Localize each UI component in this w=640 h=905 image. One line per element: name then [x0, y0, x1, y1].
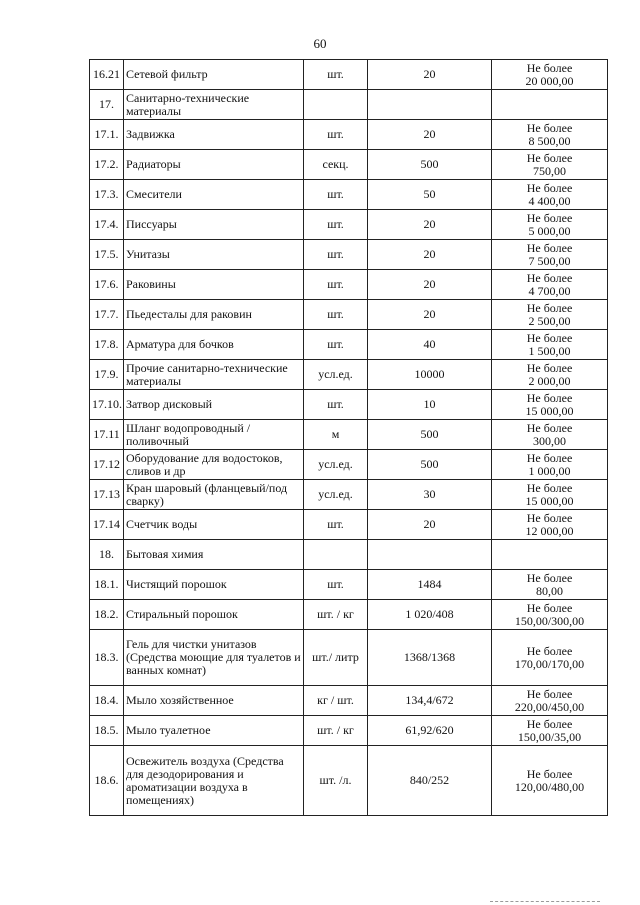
item-name: Арматура для бочков: [124, 330, 304, 360]
price-value: 2 500,00: [528, 313, 571, 328]
item-name: Пьедесталы для раковин: [124, 300, 304, 330]
price-label: Не более: [526, 150, 573, 165]
item-max-price: [492, 90, 608, 120]
price-value: 5 000,00: [528, 223, 571, 238]
item-name: Шланг водопроводный /поливочный: [124, 420, 304, 450]
table-row: [90, 90, 608, 120]
price-label: Не более: [526, 330, 573, 345]
item-name: Кран шаровый (фланцевый/под сварку): [124, 480, 304, 510]
price-value: 20 000,00: [525, 73, 574, 88]
item-number: 17.10.: [90, 390, 124, 420]
item-number: 17.4.: [90, 210, 124, 240]
price-value: 15 000,00: [525, 403, 574, 418]
item-name: Счетчик воды: [124, 510, 304, 540]
item-quantity: 500: [368, 450, 492, 480]
item-name: Радиаторы: [124, 150, 304, 180]
item-quantity: [368, 540, 492, 570]
page-number: 60: [313, 36, 327, 51]
price-label: Не более: [526, 420, 573, 435]
item-quantity: 10: [368, 390, 492, 420]
item-unit: шт.: [304, 210, 368, 240]
price-label: Не более: [526, 180, 573, 195]
item-number: 18.6.: [90, 746, 124, 816]
price-label: Не более: [526, 210, 573, 225]
price-value: 2 000,00: [528, 373, 571, 388]
price-value: 750,00: [533, 163, 566, 178]
item-max-price: [492, 420, 608, 450]
item-number: 17.: [90, 90, 124, 120]
item-name: Писсуары: [124, 210, 304, 240]
item-number: 17.2.: [90, 150, 124, 180]
price-value: 1 000,00: [528, 463, 571, 478]
table-row: [90, 480, 608, 510]
item-unit: шт./ литр: [304, 630, 368, 686]
item-quantity: 20: [368, 510, 492, 540]
price-value: 1 500,00: [528, 343, 571, 358]
item-max-price: [492, 716, 608, 746]
price-label: Не более: [526, 643, 573, 658]
table-row: [90, 60, 608, 90]
item-quantity: 61,92/620: [368, 716, 492, 746]
item-quantity: 40: [368, 330, 492, 360]
item-unit: кг / шт.: [304, 686, 368, 716]
item-number: 18.3.: [90, 630, 124, 686]
item-unit: [304, 90, 368, 120]
item-quantity: 10000: [368, 360, 492, 390]
table-row: [90, 686, 608, 716]
item-number: 17.9.: [90, 360, 124, 390]
item-name: Раковины: [124, 270, 304, 300]
item-name: Задвижка: [124, 120, 304, 150]
price-value: 150,00/35,00: [517, 729, 582, 744]
table-row: [90, 746, 608, 816]
item-unit: усл.ед.: [304, 450, 368, 480]
item-name: Чистящий порошок: [124, 570, 304, 600]
item-number: 17.12: [90, 450, 124, 480]
item-number: 17.8.: [90, 330, 124, 360]
table-row: [90, 390, 608, 420]
price-value: 12 000,00: [525, 523, 574, 538]
price-label: Не более: [526, 510, 573, 525]
price-value: 4 400,00: [528, 193, 571, 208]
table-row: [90, 600, 608, 630]
item-quantity: 1368/1368: [368, 630, 492, 686]
price-value: 170,00/170,00: [514, 656, 585, 671]
item-number: 17.14: [90, 510, 124, 540]
item-name: Мыло хозяйственное: [124, 686, 304, 716]
item-name: Унитазы: [124, 240, 304, 270]
item-max-price: [492, 270, 608, 300]
price-label: Не более: [526, 716, 573, 731]
item-quantity: 840/252: [368, 746, 492, 816]
table-row: [90, 450, 608, 480]
item-quantity: 500: [368, 420, 492, 450]
item-max-price: [492, 510, 608, 540]
item-quantity: 20: [368, 60, 492, 90]
table-row: [90, 180, 608, 210]
price-label: Не более: [526, 390, 573, 405]
table-row: [90, 120, 608, 150]
item-number: 16.21: [90, 60, 124, 90]
item-number: 18.5.: [90, 716, 124, 746]
price-label: Не более: [526, 766, 573, 781]
item-unit: шт.: [304, 570, 368, 600]
item-quantity: 50: [368, 180, 492, 210]
table-row: [90, 630, 608, 686]
item-name: Освежитель воздуха (Средства для дезодорирования и ароматизации воздуха в помещениях): [124, 746, 304, 816]
item-max-price: [492, 746, 608, 816]
table-row: [90, 270, 608, 300]
item-number: 17.5.: [90, 240, 124, 270]
bottom-edge-mark: [490, 901, 600, 903]
item-unit: шт. / кг: [304, 600, 368, 630]
table-row: [90, 360, 608, 390]
item-quantity: [368, 90, 492, 120]
table-row: [90, 570, 608, 600]
item-unit: шт.: [304, 390, 368, 420]
table-row: [90, 540, 608, 570]
item-max-price: [492, 450, 608, 480]
price-label: Не более: [526, 300, 573, 315]
item-unit: шт.: [304, 240, 368, 270]
item-unit: шт.: [304, 510, 368, 540]
table-row: [90, 330, 608, 360]
price-value: 220,00/450,00: [514, 699, 585, 714]
item-name: Стиральный порошок: [124, 600, 304, 630]
table-body: [90, 60, 608, 816]
item-quantity: 20: [368, 240, 492, 270]
item-unit: секц.: [304, 150, 368, 180]
item-name: Оборудование для водостоков, сливов и др: [124, 450, 304, 480]
item-number: 17.13: [90, 480, 124, 510]
item-quantity: 30: [368, 480, 492, 510]
price-value: 300,00: [533, 433, 566, 448]
item-unit: шт.: [304, 120, 368, 150]
item-max-price: [492, 360, 608, 390]
price-value: 120,00/480,00: [514, 779, 585, 794]
item-unit: шт.: [304, 60, 368, 90]
price-label: Не более: [526, 120, 573, 135]
table-row: [90, 210, 608, 240]
item-number: 17.7.: [90, 300, 124, 330]
item-max-price: [492, 540, 608, 570]
price-value: 4 700,00: [528, 283, 571, 298]
price-label: Не более: [526, 60, 573, 75]
item-unit: шт.: [304, 270, 368, 300]
price-value: 80,00: [536, 583, 563, 598]
item-max-price: [492, 180, 608, 210]
item-quantity: 20: [368, 270, 492, 300]
item-max-price: [492, 330, 608, 360]
item-unit: шт. / кг: [304, 716, 368, 746]
item-number: 17.3.: [90, 180, 124, 210]
item-quantity: 1484: [368, 570, 492, 600]
price-value: 8 500,00: [528, 133, 571, 148]
item-max-price: [492, 300, 608, 330]
table-row: [90, 510, 608, 540]
table-row: [90, 716, 608, 746]
item-max-price: [492, 210, 608, 240]
price-label: Не более: [526, 570, 573, 585]
price-value: 15 000,00: [525, 493, 574, 508]
item-name: Затвор дисковый: [124, 390, 304, 420]
price-label: Не более: [526, 240, 573, 255]
item-number: 17.1.: [90, 120, 124, 150]
item-max-price: [492, 686, 608, 716]
item-max-price: [492, 480, 608, 510]
price-value: 150,00/300,00: [514, 613, 585, 628]
item-max-price: [492, 240, 608, 270]
item-name: Мыло туалетное: [124, 716, 304, 746]
item-max-price: [492, 120, 608, 150]
price-label: Не более: [526, 686, 573, 701]
item-quantity: 1 020/408: [368, 600, 492, 630]
item-quantity: 20: [368, 120, 492, 150]
table-row: [90, 240, 608, 270]
price-label: Не более: [526, 360, 573, 375]
specification-table: [89, 59, 608, 816]
item-number: 18.2.: [90, 600, 124, 630]
item-name: Бытовая химия: [124, 540, 304, 570]
table-row: [90, 300, 608, 330]
price-value: 7 500,00: [528, 253, 571, 268]
item-quantity: 134,4/672: [368, 686, 492, 716]
item-number: 18.: [90, 540, 124, 570]
table-row: [90, 420, 608, 450]
item-quantity: 500: [368, 150, 492, 180]
item-max-price: [492, 600, 608, 630]
price-label: Не более: [526, 270, 573, 285]
item-unit: шт. /л.: [304, 746, 368, 816]
item-unit: шт.: [304, 180, 368, 210]
item-quantity: 20: [368, 300, 492, 330]
price-label: Не более: [526, 450, 573, 465]
price-label: Не более: [526, 600, 573, 615]
item-unit: м: [304, 420, 368, 450]
item-name: Прочие санитарно-технические материалы: [124, 360, 304, 390]
item-name: Сетевой фильтр: [124, 60, 304, 90]
price-label: Не более: [526, 480, 573, 495]
item-max-price: [492, 390, 608, 420]
item-unit: [304, 540, 368, 570]
item-unit: шт.: [304, 330, 368, 360]
item-number: 18.1.: [90, 570, 124, 600]
item-unit: усл.ед.: [304, 360, 368, 390]
item-max-price: [492, 630, 608, 686]
item-name: Гель для чистки унитазов (Средства моющие для туалетов и ванных комнат): [124, 630, 304, 686]
item-max-price: [492, 570, 608, 600]
table-row: [90, 150, 608, 180]
item-quantity: 20: [368, 210, 492, 240]
item-unit: шт.: [304, 300, 368, 330]
item-number: 17.6.: [90, 270, 124, 300]
item-number: 17.11: [90, 420, 124, 450]
item-unit: усл.ед.: [304, 480, 368, 510]
item-max-price: [492, 150, 608, 180]
item-name: Смесители: [124, 180, 304, 210]
item-name: Санитарно-технические материалы: [124, 90, 304, 120]
item-max-price: [492, 60, 608, 90]
item-number: 18.4.: [90, 686, 124, 716]
